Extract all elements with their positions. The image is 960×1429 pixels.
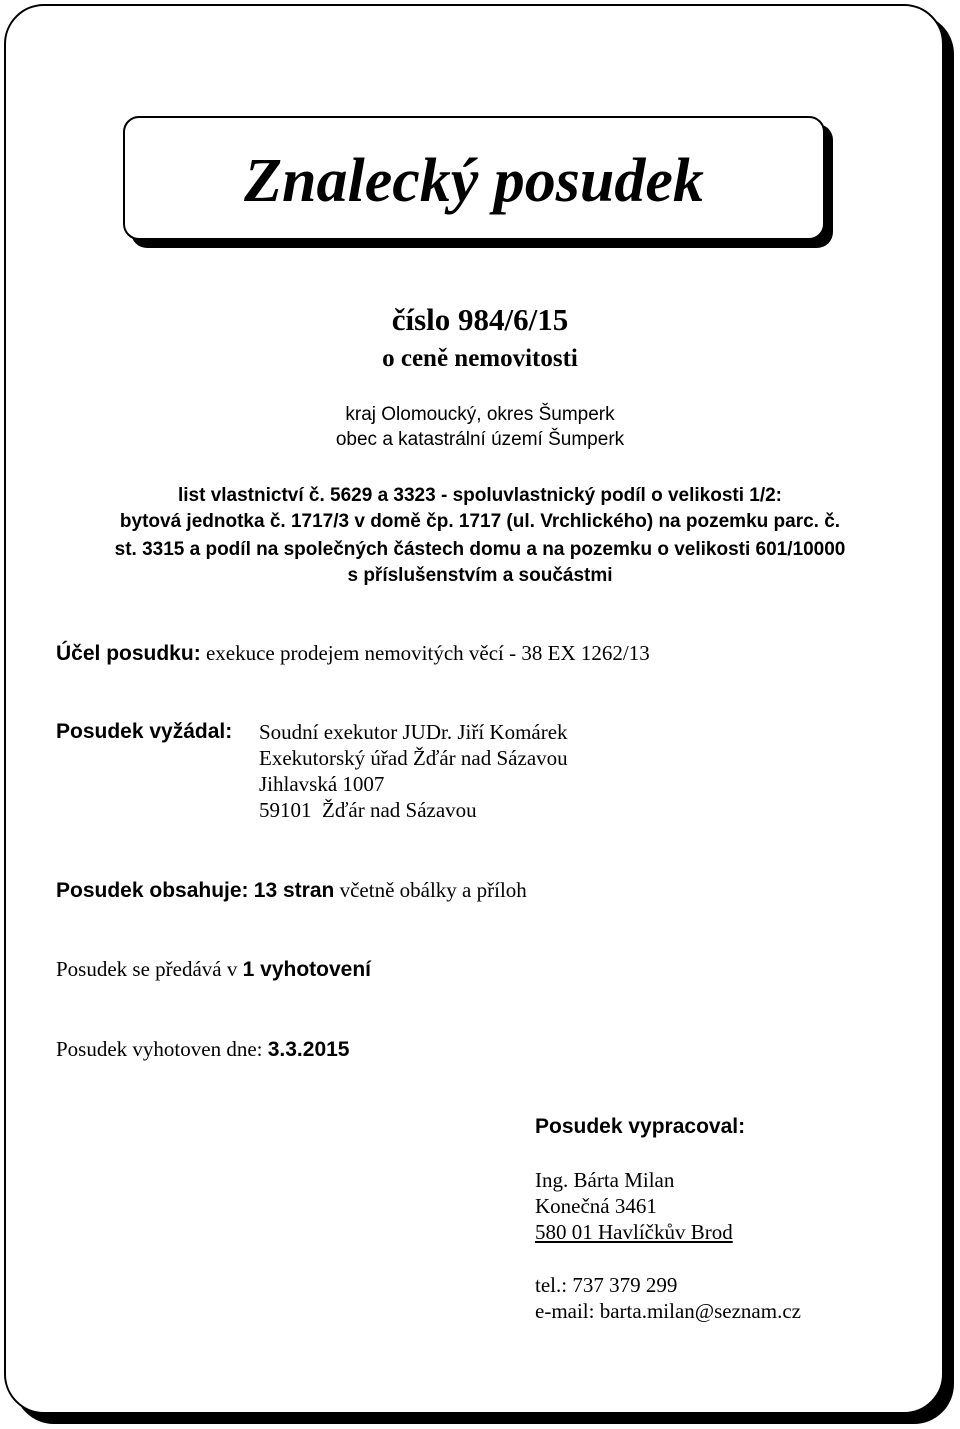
purpose-line <box>56 640 650 667</box>
date-line <box>56 1036 349 1063</box>
requested-by-line-1: Soudní exekutor JUDr. Jiří Komárek <box>259 720 568 744</box>
copies-value: 1 vyhotovení <box>242 958 371 981</box>
date-label: Posudek vyhotoven dne: <box>56 1037 263 1061</box>
contents-count: 13 stran <box>253 879 335 902</box>
property-line-3: st. 3315 a podíl na společných částech domu a na pozemku o velikosti 601/10000 <box>114 539 846 560</box>
property-line-1: list vlastnictví č. 5629 a 3323 - spoluvlastnický podíl o velikosti 1/2: <box>177 485 783 506</box>
author-phone: tel.: 737 379 299 <box>535 1273 678 1297</box>
author-name: Ing. Bárta Milan <box>535 1168 675 1192</box>
document-title: Znalecký posudek <box>244 147 704 215</box>
report-number: číslo 984/6/15 <box>391 302 569 337</box>
requested-by-line-2: Exekutorský úřad Žďár nad Sázavou <box>259 746 568 770</box>
purpose-label: Účel posudku: <box>56 642 201 665</box>
requested-by-line-4: 59101 Žďár nad Sázavou <box>259 798 477 822</box>
location-region: kraj Olomoucký, okres Šumperk <box>345 404 615 425</box>
contents-rest: včetně obálky a příloh <box>339 878 527 902</box>
report-subject: o ceně nemovitosti <box>382 345 578 372</box>
property-line-2: bytová jednotka č. 1717/3 v domě čp. 1717 (ul. Vrchlického) na pozemku parc. č. <box>119 511 841 532</box>
contents-label: Posudek obsahuje: <box>56 879 249 902</box>
requested-by-label: Posudek vyžádal: <box>56 720 233 743</box>
author-street: Konečná 3461 <box>535 1194 657 1218</box>
date-value: 3.3.2015 <box>267 1038 350 1061</box>
author-label: Posudek vypracoval: <box>535 1115 746 1138</box>
copies-line <box>56 956 371 983</box>
requested-by-line-3: Jihlavská 1007 <box>259 772 385 796</box>
property-line-4: s příslušenstvím a součástmi <box>347 565 613 586</box>
copies-label: Posudek se předává v <box>56 957 238 981</box>
purpose-value: exekuce prodejem nemovitých věcí - 38 EX 1262/13 <box>205 641 650 665</box>
location-municipality: obec a katastrální území Šumperk <box>335 429 625 450</box>
author-email: e-mail: barta.milan@seznam.cz <box>535 1299 801 1323</box>
contents-line <box>56 877 527 904</box>
author-city: 580 01 Havlíčkův Brod <box>535 1220 733 1244</box>
